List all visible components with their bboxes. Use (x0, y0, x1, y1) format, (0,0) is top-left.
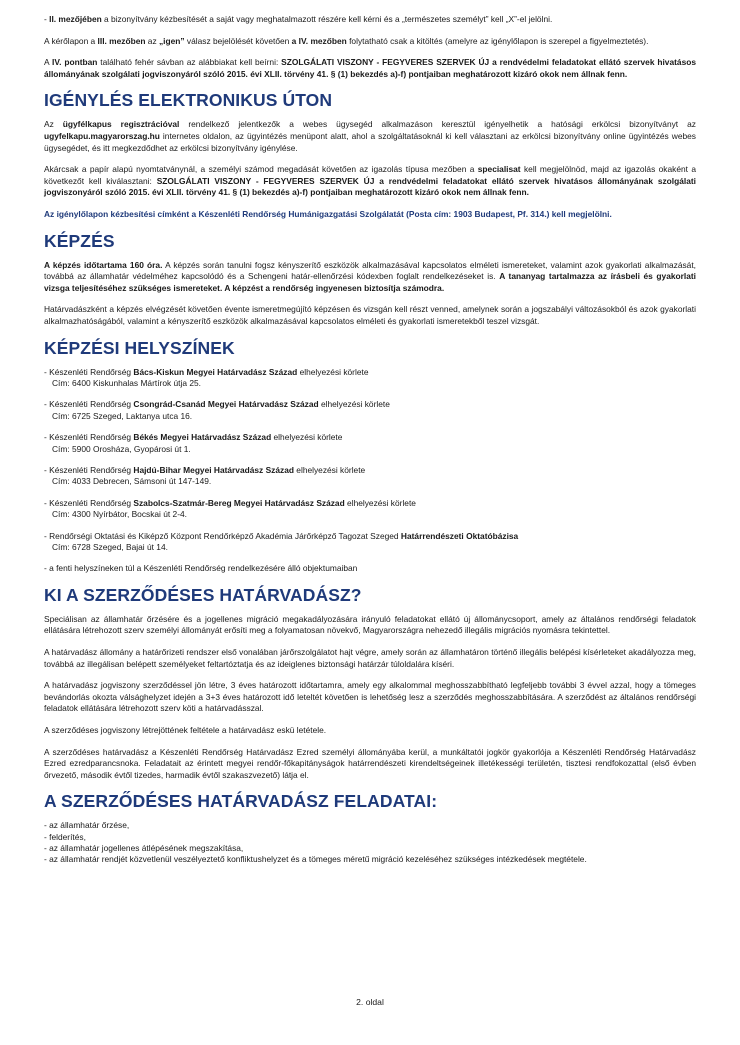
electronic-paragraph-1 (44, 119, 696, 154)
field-ref: IV. pontban (52, 57, 98, 68)
training-paragraph-2: Határvadászként a képzés elvégzését követően évente ismeretmegújító képzésen és vizsgán kell részt venned, amelynek során a jogszabályi változásokból és azok gyakorlati alkalmazhatóságából, valamint a kényszerítő eszközök alkalmazásával kapcsolatos elméleti és gyakorlati ismeretekből teszel vizsgát. (44, 304, 696, 326)
electronic-paragraph-3: Az igénylőlapon kézbesítési címként a Készenléti Rendőrség Humánigazgatási Szolgálatát (Posta cím: 1903 Budapest, Pf. 314.) kell megjelölni. (44, 208, 612, 219)
text: rendelkező jelentkezők a webes ügysegéd alkalmazáson keresztül igényelhetik a hatósági erkölcsi bizonyítványt az (179, 119, 696, 130)
text: - Készenléti Rendőrség (44, 399, 134, 410)
legal-text: SZOLGÁLATI VISZONY - FEGYVERES SZERVEK ÚJ a rendvédelmi feladatokat ellátó szervek hivatásos állományának szolgálati jogviszonyáról szóló 2015. évi XLII. törvény 41. § (1) bekezdés a)-f) pontjaiban meghatározott kizáró okok nem állnak fenn. (44, 175, 696, 198)
text: A képzés során tanulni fogsz kényszerítő eszközök alkalmazásával kapcsolatos elméleti ismereteket, valamint azok gyakorlati alkalmazását, továbbá az államhatár védelméhez kapcsolódó és a Schengeni határ-ellenőrzési kódexben foglalt rendelkezéseket is. (44, 259, 696, 282)
location-item (44, 498, 696, 521)
page-number: 2. oldal (356, 997, 384, 1007)
paragraph-text: a bizonyítvány kézbesítését a saját vagy meghatalmazott részére kell kérni és a „természetes személyt” kell „X”-el jelölni. (101, 14, 553, 24)
address: Cím: 6728 Szeged, Bajai út 14. (52, 541, 168, 552)
unit-name: Határrendészeti Oktatóbázisa (400, 530, 519, 541)
who-paragraph-1: Speciálisan az államhatár őrzésére és a jogellenes migráció megakadályozására irányuló feladatokat ellátó új állománycsoport, amely az általános rendőrségi feladatok ellátására létrehozott szerv személyi állományát erősíti meg a folyamatosan növekvő, Magyarországra nehezedő illegális migrációs nyomásra tekintettel. (44, 613, 696, 636)
location-item (44, 367, 696, 390)
page-content (44, 14, 696, 865)
text: elhelyezési körlete (293, 464, 366, 475)
intro-paragraph-2 (44, 36, 696, 48)
text: elhelyezési körlete (271, 432, 343, 443)
unit-name: Hajdú-Bihar Megyei Határvadász Század (133, 464, 294, 475)
legal-text: SZOLGÁLATI VISZONY - FEGYVERES SZERVEK ÚJ a rendvédelmi feladatokat ellátó szervek hivatásos állományának szolgálati jogviszonyáról szóló 2015. évi XLII. törvény 41. § (1) bekezdés a)-f) pontjaiban meghatározott kizáró okok nem állnak fenn. (44, 57, 697, 79)
emphasis: A képzés időtartama 160 óra. (44, 259, 163, 270)
text: - Készenléti Rendőrség (44, 432, 134, 443)
address: Cím: 4300 Nyírbátor, Bocskai út 2-4. (52, 509, 187, 520)
heading-tasks: A SZERZŐDÉSES HATÁRVADÁSZ FELADATAI: (44, 791, 438, 812)
text: A kérőlapon a (44, 35, 98, 46)
unit-name: Békés Megyei Határvadász Század (133, 432, 272, 443)
location-item (44, 531, 696, 554)
intro-paragraph-3 (44, 57, 696, 80)
unit-name: Csongrád-Csanád Megyei Határvadász Század (133, 399, 319, 410)
field-ref: a IV. mezőben (291, 35, 347, 46)
location-item (44, 399, 696, 422)
text: - Készenléti Rendőrség (44, 464, 134, 475)
heading-who: KI A SZERZŐDÉSES HATÁRVADÁSZ? (44, 584, 362, 605)
text: Akárcsak a papír alapú nyomtatványnál, a személyi számod megadását követően az igazolás típusa mezőben a (44, 164, 478, 175)
heading-electronic: IGÉNYLÉS ELEKTRONIKUS ÚTON (44, 90, 333, 111)
text: - Készenléti Rendőrség (44, 497, 134, 508)
field-ref: II. mezőjében (49, 14, 102, 24)
text: Az (44, 119, 63, 130)
address: Cím: 6725 Szeged, Laktanya utca 16. (52, 410, 193, 421)
who-paragraph-5: A szerződéses határvadász a Készenléti Rendőrség Határvadász Ezred személyi állományába kerül, a munkáltatói jogkör gyakorlója a Készenléti Rendőrség Határvadász Ezred ezredparancsnoka. Feladatait az érintett megyei rendőr-főkapitányságok határrendészeti kirendeltségeinek illetékességi területén, tisztesi rendfokozattal (első évben őrvezető, második évtől tizedes, harmadik évtől szakaszvezető) látja el. (44, 746, 696, 780)
electronic-paragraph-2 (44, 164, 696, 199)
location-item-other: - a fenti helyszíneken túl a Készenléti Rendőrség rendelkezésére álló objektumaiban (44, 563, 358, 574)
location-item (44, 432, 696, 455)
unit-name: Bács-Kiskun Megyei Határvadász Század (133, 366, 298, 377)
emphasis: specialisat (477, 164, 521, 175)
text: A (44, 57, 53, 68)
text: található fehér sávban az alábbiakat kell beírni: (97, 57, 282, 68)
address: Cím: 4033 Debrecen, Sámsoni út 147-149. (52, 476, 212, 487)
emphasis: A tananyag tartalmazza az írásbeli és gyakorlati vizsga teljesítéséhez szükséges ismereteket. A képzést a rendőrség ingyenesen biztosítja számodra. (44, 271, 696, 293)
field-ref: III. mezőben (97, 35, 146, 46)
text: folytatható csak a kitöltés (amelyre az igénylőlapon is szerepel a figyelmeztetés). (346, 35, 649, 46)
who-paragraph-2: A határvadász állomány a határőrizeti rendszer első vonalában járőrszolgálatot hajt végre, amely során az államhatáron történő illegális belépési kísérleteket akadályozza meg, továbbá az illegálisan belépett személyeket feltartóztatja és az ideiglenes biztonsági határzár túloldalára kíséri. (44, 646, 696, 669)
task-list (44, 820, 696, 865)
intro-paragraph-1 (44, 14, 696, 26)
heading-locations: KÉPZÉSI HELYSZÍNEK (44, 337, 235, 358)
text: internetes oldalon, az ügyintézés menüpont alatt, ahol a szolgáltatásoknál ki kell választani az erkölcsi bizonyítvány online ügyintézés webes ügysegédet, és itt megkezdődhet az erkölcsi bizonyítvány igénylése. (44, 130, 696, 153)
answer-ref: „igen” (158, 35, 185, 46)
location-item (44, 465, 696, 488)
text: elhelyezési körlete (344, 497, 416, 508)
who-paragraph-4: A szerződéses jogviszony létrejöttének feltétele a határvadász eskü letétele. (44, 724, 327, 735)
list-item: - az államhatár rendjét közvetlenül veszélyeztető konfliktushelyzet és a tömeges méretű migráció kezeléséhez szükséges intézkedések megtétele. (44, 853, 587, 864)
text: - Készenléti Rendőrség (44, 366, 134, 377)
training-paragraph-1 (44, 260, 696, 295)
unit-name: Szabolcs-Szatmár-Bereg Megyei Határvadász Század (133, 497, 345, 508)
text: kell megjelölnöd, majd az igazolás okaként a következőt kell kiválasztani: (44, 164, 696, 186)
heading-training: KÉPZÉS (44, 230, 115, 251)
list-item: - az államhatár őrzése, (44, 820, 130, 831)
text: - Rendőrségi Oktatási és Kiképző Központ Rendőrképző Akadémia Járőrképző Tagozat Szeged (44, 530, 401, 541)
list-item: - felderítés, (44, 831, 86, 842)
who-paragraph-3: A határvadász jogviszony szerződéssel jön létre, 3 éves határozott időtartamra, amely egy alkalommal meghosszabbítható legfeljebb további 3 évvel azzal, hogy a tömeges bevándorlás okozta válsághelyzet idején a 3+3 éves határozott idő leteltét követően is lehetőség lesz a szerződés meghosszabbítására. A szerződést az általános rendőrségi feladatok ellátására létrehozott szerv köti a határvadásszal. (44, 680, 696, 714)
emphasis: ügyfélkapus regisztrációval (62, 119, 180, 130)
address: Cím: 6400 Kiskunhalas Mártírok útja 25. (52, 377, 201, 388)
text: az (145, 35, 159, 46)
address: Cím: 5900 Orosháza, Gyopárosi út 1. (52, 443, 191, 454)
list-item: - az államhatár jogellenes átlépésének megszakítása, (44, 842, 244, 853)
text: elhelyezési körlete (297, 366, 369, 377)
text: elhelyezési körlete (318, 399, 390, 410)
website-ref: ugyfelkapu.magyarorszag.hu (44, 130, 160, 141)
text: válasz bejelölését követően (184, 35, 292, 46)
dash: - (44, 14, 50, 24)
